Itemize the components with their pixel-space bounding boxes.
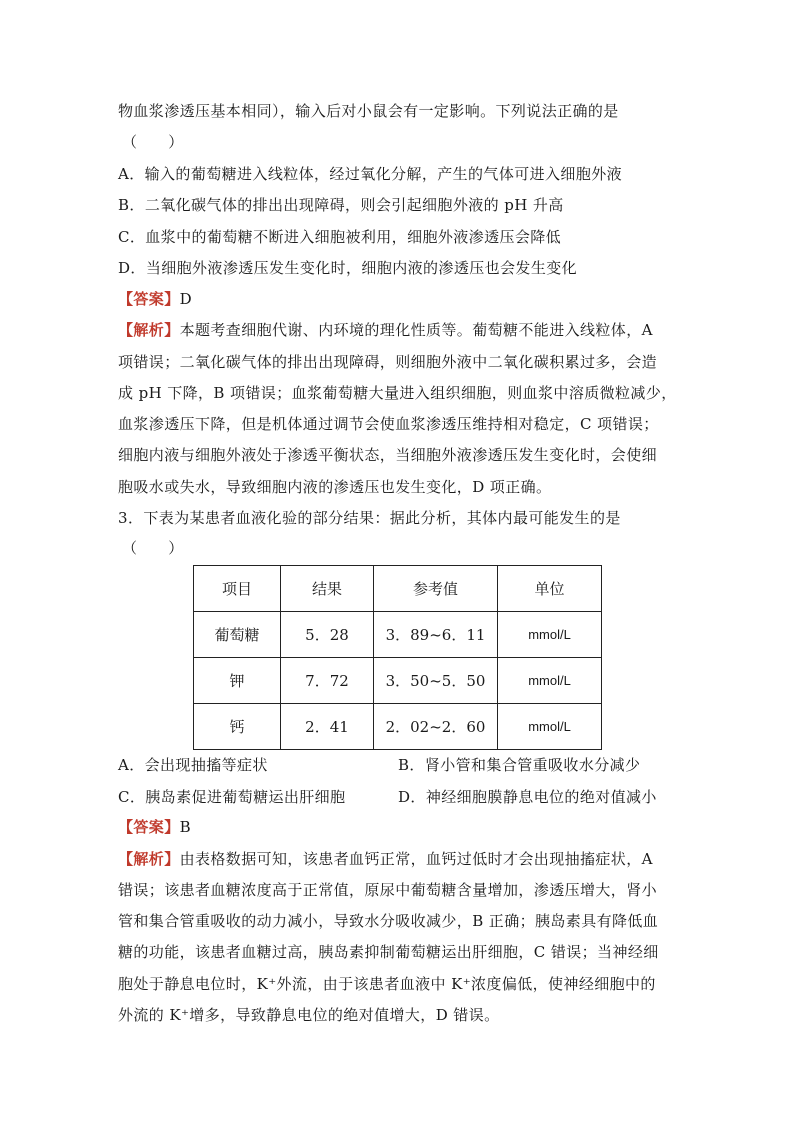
q3-answer xyxy=(118,817,191,837)
q2-analysis-line-5: 细胞内液与细胞外液处于渗透平衡状态，当细胞外液渗透压发生变化时，会使细 xyxy=(118,446,658,464)
table-row xyxy=(194,704,602,750)
q2-option-b: B．二氧化碳气体的排出出现障碍，则会引起细胞外液的 pH 升高 xyxy=(118,196,564,214)
table-cell-item: 钙 xyxy=(194,704,281,750)
q2-answer xyxy=(118,289,192,309)
q3-stem: 3．下表为某患者血液化验的部分结果：据此分析，其体内最可能发生的是 xyxy=(118,509,621,527)
q3-option-b: B．肾小管和集合管重吸收水分减少 xyxy=(398,756,641,774)
q2-analysis-line-1 xyxy=(118,320,653,340)
table-cell-reference: 2．02~2．60 xyxy=(374,704,498,750)
analysis-text: 由表格数据可知，该患者血钙正常，血钙过低时才会出现抽搐症状，A xyxy=(179,850,653,868)
q3-option-d: D．神经细胞膜静息电位的绝对值减小 xyxy=(398,788,657,806)
q3-answer-blank: （ ） xyxy=(122,539,184,557)
q3-analysis-line-6: 外流的 K⁺增多，导致静息电位的绝对值增大，D 错误。 xyxy=(118,1006,500,1024)
table-header-row xyxy=(194,566,602,612)
table-header-cell: 单位 xyxy=(498,566,602,612)
table-cell-item: 钾 xyxy=(194,658,281,704)
q3-analysis-line-2: 错误；该患者血糖浓度高于正常值，原尿中葡萄糖含量增加，渗透压增大，肾小 xyxy=(118,881,658,899)
table-header-cell: 项目 xyxy=(194,566,281,612)
q3-analysis-line-3: 管和集合管重吸收的动力减小，导致水分吸收减少，B 正确；胰岛素具有降低血 xyxy=(118,912,659,930)
q2-analysis-line-4: 血浆渗透压下降，但是机体通过调节会使血浆渗透压维持相对稳定，C 项错误； xyxy=(118,415,659,433)
table-cell-result: 5．28 xyxy=(281,612,374,658)
table-cell-unit: mmol/L xyxy=(498,612,602,658)
q2-option-c: C．血浆中的葡萄糖不断进入细胞被利用，细胞外液渗透压会降低 xyxy=(118,228,562,246)
answer-tag: 【答案】 xyxy=(118,290,180,308)
table-cell-unit: mmol/L xyxy=(498,704,602,750)
answer-value: B xyxy=(179,818,192,836)
q2-answer-blank: （ ） xyxy=(122,133,184,151)
answer-tag: 【答案】 xyxy=(118,818,180,836)
q2-stem-continuation: 物血浆渗透压基本相同），输入后对小鼠会有一定影响。下列说法正确的是 xyxy=(118,102,619,120)
answer-value: D xyxy=(179,290,193,308)
q2-analysis-line-6: 胞吸水或失水，导致细胞内液的渗透压也发生变化，D 项正确。 xyxy=(118,478,552,496)
q2-option-a: A．输入的葡萄糖进入线粒体，经过氧化分解，产生的气体可进入细胞外液 xyxy=(118,165,623,183)
table-cell-item: 葡萄糖 xyxy=(194,612,281,658)
q3-option-a: A．会出现抽搐等症状 xyxy=(118,756,268,774)
q3-analysis-line-5: 胞处于静息电位时，K⁺外流，由于该患者血液中 K⁺浓度偏低，使神经细胞中的 xyxy=(118,975,656,993)
table-cell-reference: 3．50~5．50 xyxy=(374,658,498,704)
table-header-cell: 参考值 xyxy=(374,566,498,612)
q3-analysis-line-4: 糖的功能，该患者血糖过高，胰岛素抑制葡萄糖运出肝细胞，C 错误；当神经细 xyxy=(118,943,659,961)
q3-analysis-line-1 xyxy=(118,849,653,869)
table-cell-result: 7．72 xyxy=(281,658,374,704)
table-header-cell: 结果 xyxy=(281,566,374,612)
table-row xyxy=(194,658,602,704)
q2-analysis-line-2: 项错误；二氧化碳气体的排出出现障碍，则细胞外液中二氧化碳积累过多，会造 xyxy=(118,353,658,371)
table-cell-reference: 3．89~6．11 xyxy=(374,612,498,658)
q3-option-c: C．胰岛素促进葡萄糖运出肝细胞 xyxy=(118,788,346,806)
analysis-tag: 【解析】 xyxy=(118,850,180,868)
q2-option-d: D．当细胞外液渗透压发生变化时，细胞内液的渗透压也会发生变化 xyxy=(118,259,578,277)
table-row xyxy=(194,612,602,658)
table-cell-result: 2．41 xyxy=(281,704,374,750)
q2-analysis-line-3: 成 pH 下降，B 项错误；血浆葡萄糖大量进入组织细胞，则血浆中溶质微粒减少， xyxy=(118,384,677,402)
analysis-text: 本题考查细胞代谢、内环境的理化性质等。葡萄糖不能进入线粒体，A xyxy=(179,321,653,339)
lab-results-table xyxy=(193,565,602,750)
analysis-tag: 【解析】 xyxy=(118,321,180,339)
table-cell-unit: mmol/L xyxy=(498,658,602,704)
